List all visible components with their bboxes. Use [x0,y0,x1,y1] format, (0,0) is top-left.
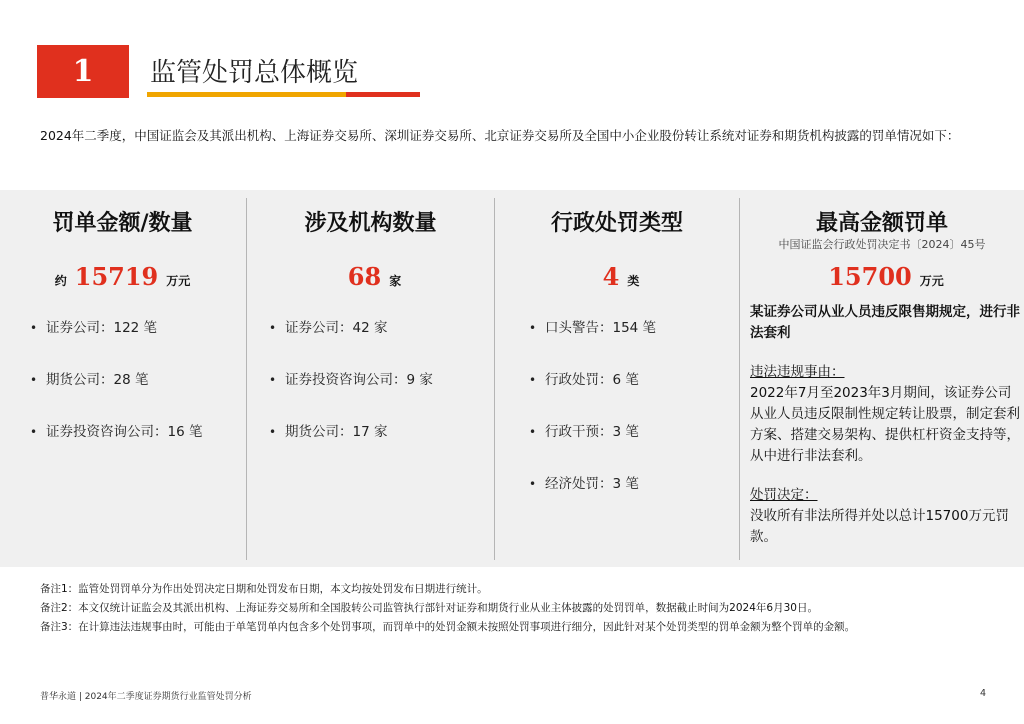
headline-unit: 家 [389,274,402,288]
headline-number: 15700 [828,262,912,291]
headline-unit: 类 [627,274,640,288]
case-details [750,302,1020,548]
footnote: 备注1：监管处罚罚单分为作出处罚决定日期和处罚发布日期，本文均按处罚发布日期进行统计。 [40,583,488,595]
headline-unit: 万元 [166,274,191,288]
column-heading: 最高金额罚单 [815,211,948,236]
headline-figure [247,262,494,291]
list-item: • 期货公司：28 笔 [30,370,202,422]
headline-number: 68 [347,262,382,291]
list-item: • 证券投资咨询公司：9 家 [269,370,433,422]
column-penalty-types [495,190,739,567]
list-item: • 口头警告：154 笔 [529,318,656,370]
footnote: 备注3：在计算违法违规事由时，可能由于单笔罚单内包含多个处罚事项，而罚单中的处罚金额未按照处罚事项进行细分，因此针对某个处罚类型的罚单金额为整个罚单的金额。 [40,621,856,633]
list-item: • 经济处罚：3 笔 [529,474,656,526]
intro-paragraph: 2024年二季度，中国证监会及其派出机构、上海证券交易所、深圳证券交易所、北京证券交易所及全国中小企业股份转让系统对证券和期货机构披露的罚单情况如下： [40,128,960,143]
headline-figure [495,262,739,291]
headline-prefix: 约 [54,274,67,288]
headline-number: 15719 [74,262,159,291]
headline-figure [0,262,245,291]
column-penalty-amount [0,190,245,567]
breakdown-list [30,318,202,474]
title-underline-orange [147,92,346,97]
page-number: 4 [980,688,987,699]
headline-unit: 万元 [919,274,944,288]
list-item: • 行政处罚：6 笔 [529,370,656,422]
list-item: • 证券公司：42 家 [269,318,433,370]
column-highest-penalty [740,190,1024,567]
headline-figure [740,262,1024,291]
footnote: 备注2：本文仅统计证监会及其派出机构、上海证券交易所和全国股转公司监管执行部针对证券和期货行业从业主体披露的处罚罚单，数据截止时间为2024年6月30日。 [40,602,818,614]
footer-source: 普华永道 | 2024年二季度证券期货行业监管处罚分析 [40,692,252,702]
title-underline-red [346,92,420,97]
summary-panel [0,190,1024,567]
list-item: • 行政干预：3 笔 [529,422,656,474]
breakdown-list [529,318,656,526]
reason-label: 违法违规事由： [750,364,845,380]
page-title: 监管处罚总体概览 [150,58,359,88]
title-underline [147,92,420,97]
decision-reference: 中国证监会行政处罚决定书〔2024〕45号 [778,238,986,251]
headline-number: 4 [602,262,620,291]
footnotes [40,580,1000,637]
column-institution-count [247,190,494,567]
column-heading: 涉及机构数量 [304,211,437,236]
column-heading: 罚单金额/数量 [52,211,193,236]
decision-text: 没收所有非法所得并处以总计15700万元罚款。 [750,508,1009,545]
column-heading: 行政处罚类型 [550,211,683,236]
section-number-badge: 1 [37,45,129,98]
decision-label: 处罚决定： [750,487,818,503]
list-item: • 证券公司：122 笔 [30,318,202,370]
breakdown-list [269,318,433,474]
reason-text: 2022年7月至2023年3月期间，该证券公司从业人员违反限制性规定转让股票，制定套利方案、搭建交易架构、提供杠杆资金支持等，从中进行非法套利。 [750,385,1020,464]
list-item: • 证券投资咨询公司：16 笔 [30,422,202,474]
case-title: 某证券公司从业人员违反限售期规定，进行非法套利 [750,304,1020,341]
list-item: • 期货公司：17 家 [269,422,433,474]
